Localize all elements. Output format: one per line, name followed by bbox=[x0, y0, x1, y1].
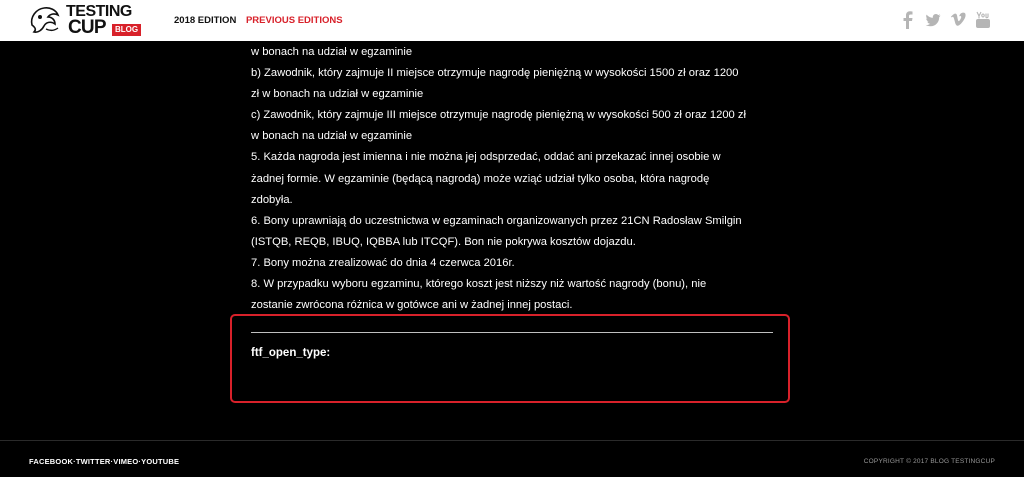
rules-line: 6. Bony uprawniają do uczestnictwa w egzaminach organizowanych przez 21CN Radosław Smilgin bbox=[251, 214, 742, 227]
logo-bird-icon bbox=[28, 3, 64, 37]
main-nav bbox=[174, 15, 350, 26]
rules-line: w bonach na udział w egzaminie bbox=[251, 46, 413, 58]
footer-link-vimeo[interactable]: VIMEO bbox=[113, 457, 139, 466]
facebook-icon[interactable] bbox=[900, 11, 916, 29]
footer-link-youtube[interactable]: YOUTUBE bbox=[141, 457, 180, 466]
footer-link-separator: · bbox=[110, 457, 114, 466]
copyright-text: COPYRIGHT © 2017 BLOG TESTINGCUP bbox=[863, 458, 995, 465]
twitter-icon[interactable] bbox=[925, 11, 941, 29]
divider bbox=[251, 332, 773, 333]
site-header bbox=[0, 0, 1024, 41]
footer-divider bbox=[0, 440, 1024, 441]
nav-2018-edition[interactable]: 2018 EDITION bbox=[174, 15, 237, 26]
youtube-icon[interactable] bbox=[975, 11, 991, 29]
footer-social-links bbox=[29, 457, 179, 466]
testingcup-logo[interactable] bbox=[28, 3, 140, 37]
rules-line: żadnej formie. W egzaminie (będącą nagrodą) może wziąć udział tylko osoba, która nagrodę bbox=[251, 172, 710, 185]
rules-line: 8. W przypadku wyboru egzaminu, którego koszt jest niższy niż wartość nagrody (bonu), nie bbox=[251, 278, 707, 291]
rules-line: b) Zawodnik, który zajmuje II miejsce otrzymuje nagrodę pieniężną w wysokości 1500 zł oraz 1200 bbox=[251, 67, 739, 80]
social-links bbox=[900, 10, 991, 30]
ftf-open-type-label: ftf_open_type: bbox=[251, 347, 331, 359]
logo-text-testing: TESTING bbox=[66, 3, 132, 20]
rules-content bbox=[251, 42, 781, 316]
rules-line: (ISTQB, REQB, IBUQ, IQBBA lub ITCQF). Bon nie pokrywa kosztów dojazdu. bbox=[251, 235, 636, 248]
logo-text-cup: CUP bbox=[68, 17, 106, 38]
footer-link-separator: · bbox=[138, 457, 142, 466]
footer-link-facebook[interactable]: FACEBOOK bbox=[29, 457, 74, 466]
footer-link-twitter[interactable]: TWITTER bbox=[75, 457, 111, 466]
rules-line: zł w bonach na udział w egzaminie bbox=[251, 88, 424, 101]
nav-previous-editions[interactable]: PREVIOUS EDITIONS bbox=[245, 15, 343, 26]
vimeo-icon[interactable] bbox=[950, 11, 966, 29]
rules-line: 5. Każda nagroda jest imienna i nie można jej odsprzedać, oddać ani przekazać innej osobie w bbox=[251, 151, 721, 164]
rules-line: w bonach na udział w egzaminie bbox=[251, 130, 413, 143]
rules-line: c) Zawodnik, który zajmuje III miejsce otrzymuje nagrodę pieniężną w wysokości 500 zł oraz 1200 zł bbox=[251, 109, 746, 122]
footer-link-separator: · bbox=[73, 457, 76, 466]
logo-blog-badge: BLOG bbox=[112, 24, 141, 36]
rules-line: zostanie zwrócona różnica w gotówce ani w żadnej innej postaci. bbox=[251, 299, 573, 312]
rules-line: 7. Bony można zrealizować do dnia 4 czerwca 2016r. bbox=[251, 256, 515, 269]
rules-line: zdobyła. bbox=[251, 193, 293, 206]
